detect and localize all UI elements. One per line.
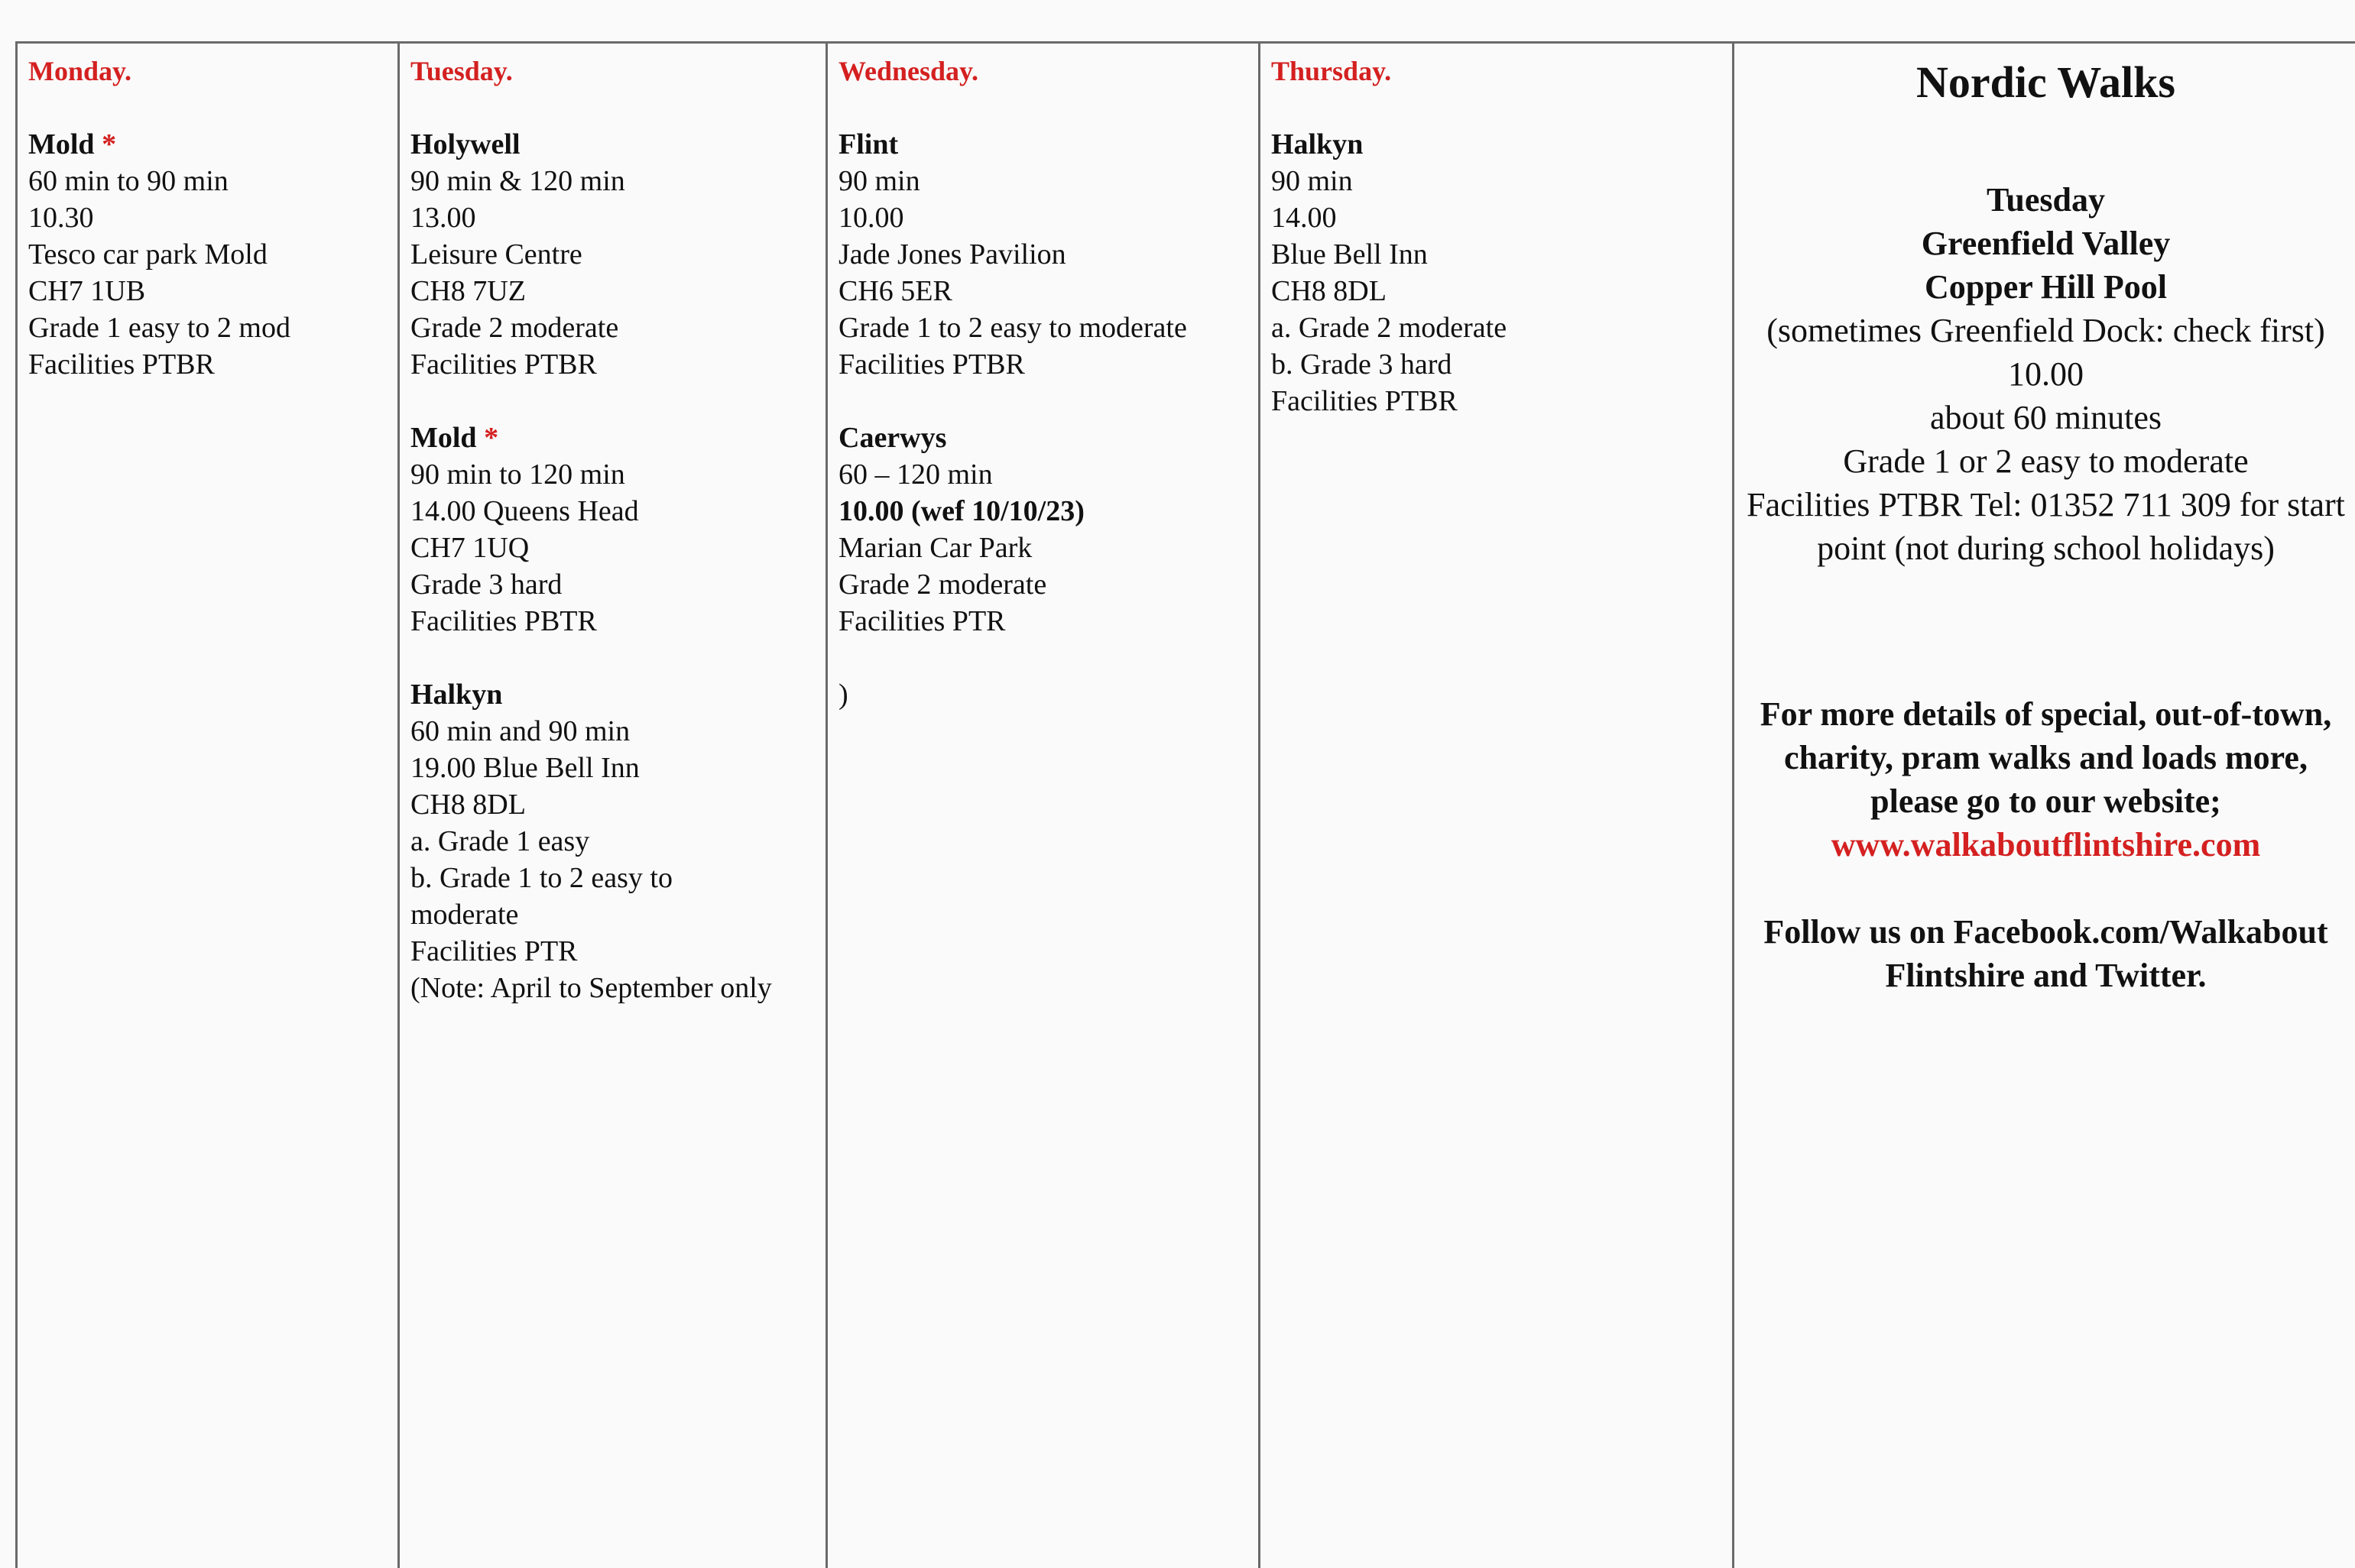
walk-line: Facilities PTBR	[410, 348, 597, 381]
walk-line: Blue Bell Inn	[1271, 238, 1428, 271]
nordic-place: Greenfield Valley	[1921, 225, 2171, 262]
walk-name: Mold *	[28, 128, 117, 160]
walk-line: 14.00 Queens Head	[410, 495, 639, 527]
column-tuesday	[400, 44, 828, 1568]
walk-line: a. Grade 2 moderate	[1271, 312, 1507, 344]
walk-line: moderate	[410, 899, 519, 931]
walk-line: CH8 7UZ	[410, 275, 526, 307]
walk-monday-mold	[28, 126, 397, 383]
walk-line: Facilities PTR	[410, 935, 578, 967]
walk-line: (Note: April to September only	[410, 972, 772, 1004]
walk-tuesday-mold	[410, 420, 826, 640]
nordic-time: 10.00	[2008, 355, 2084, 393]
walk-wednesday-flint	[839, 126, 1258, 383]
nordic-grade: Grade 1 or 2 easy to moderate	[1843, 442, 2249, 480]
walk-line: Grade 3 hard	[410, 569, 563, 601]
walk-line: Marian Car Park	[839, 532, 1033, 564]
walk-name: Halkyn	[410, 679, 503, 711]
star-marker: *	[102, 128, 117, 160]
walk-line: Facilities PTR	[839, 605, 1006, 637]
walk-line: 14.00	[1271, 202, 1337, 234]
nordic-duration: about 60 minutes	[1929, 399, 2162, 436]
walk-name: Flint	[839, 128, 899, 160]
walk-line: CH8 8DL	[1271, 275, 1387, 307]
walk-line: 60 min and 90 min	[410, 715, 631, 747]
walk-name: Holywell	[410, 128, 521, 160]
walk-name: Mold *	[410, 422, 499, 454]
walk-wednesday-caerwys	[839, 420, 1258, 640]
walk-line: 90 min to 120 min	[410, 458, 625, 491]
walk-line: Grade 1 easy to 2 mod	[28, 312, 290, 344]
walk-line: Facilities PTBR	[839, 348, 1025, 381]
walk-line: 13.00	[410, 202, 476, 234]
day-heading-thursday: Thursday.	[1271, 56, 1392, 86]
column-wednesday	[828, 44, 1260, 1568]
star-marker: *	[484, 422, 499, 454]
walk-line: Facilities PTBR	[1271, 385, 1458, 417]
walk-line: CH7 1UQ	[410, 532, 530, 564]
walk-tuesday-holywell	[410, 126, 826, 383]
column-thursday	[1260, 44, 1734, 1568]
walk-line: Facilities PBTR	[410, 605, 597, 637]
day-heading-tuesday: Tuesday.	[410, 56, 513, 86]
walk-line-time: 10.00 (wef 10/10/23)	[839, 495, 1085, 527]
walk-line: Grade 1 to 2 easy to moderate	[839, 312, 1187, 344]
walk-line: b. Grade 3 hard	[1271, 348, 1452, 381]
day-heading-monday: Monday.	[28, 56, 132, 86]
walk-line: 60 – 120 min	[839, 458, 993, 491]
more-details-text: For more details of special, out-of-town, charity, pram walks and loads more, please go to our website;	[1760, 695, 2332, 820]
walk-line: 90 min & 120 min	[410, 165, 625, 197]
nordic-day: Tuesday	[1987, 181, 2105, 219]
walk-line: b. Grade 1 to 2 easy to	[410, 862, 673, 894]
walk-line: a. Grade 1 easy	[410, 825, 590, 857]
walk-name: Caerwys	[839, 422, 947, 454]
walk-tuesday-halkyn	[410, 676, 826, 1006]
walk-line: CH8 8DL	[410, 789, 526, 821]
nordic-title: Nordic Walks	[1916, 57, 2175, 107]
day-heading-wednesday: Wednesday.	[839, 56, 979, 86]
walk-line: 60 min to 90 min	[28, 165, 229, 197]
walk-line: 10.30	[28, 202, 94, 234]
walk-line: 90 min	[839, 165, 920, 197]
nordic-place: Copper Hill Pool	[1925, 268, 2167, 306]
follow-us-text: Follow us on Facebook.com/Walkabout Flintshire and Twitter.	[1763, 913, 2328, 994]
column-monday	[18, 44, 400, 1568]
walk-line: Leisure Centre	[410, 238, 582, 271]
nordic-note: (sometimes Greenfield Dock: check first)	[1766, 312, 2325, 349]
stray-parenthesis: )	[839, 679, 848, 711]
walk-line: CH7 1UB	[28, 275, 146, 307]
walk-thursday-halkyn	[1271, 126, 1732, 420]
walk-line: 90 min	[1271, 165, 1353, 197]
website-link[interactable]: www.walkaboutflintshire.com	[1831, 826, 2261, 863]
walk-line: Grade 2 moderate	[410, 312, 619, 344]
walk-line: 10.00	[839, 202, 904, 234]
walk-line: Facilities PTBR	[28, 348, 215, 381]
walk-line: Grade 2 moderate	[839, 569, 1047, 601]
walk-line: CH6 5ER	[839, 275, 952, 307]
timetable	[15, 41, 2355, 1568]
walk-line: Jade Jones Pavilion	[839, 238, 1066, 271]
walk-line: Tesco car park Mold	[28, 238, 268, 271]
column-nordic-info	[1734, 44, 2355, 1568]
walk-name: Halkyn	[1271, 128, 1364, 160]
walk-line: 19.00 Blue Bell Inn	[410, 752, 640, 784]
nordic-facilities: Facilities PTBR Tel: 01352 711 309 for start point (not during school holidays)	[1747, 486, 2345, 567]
